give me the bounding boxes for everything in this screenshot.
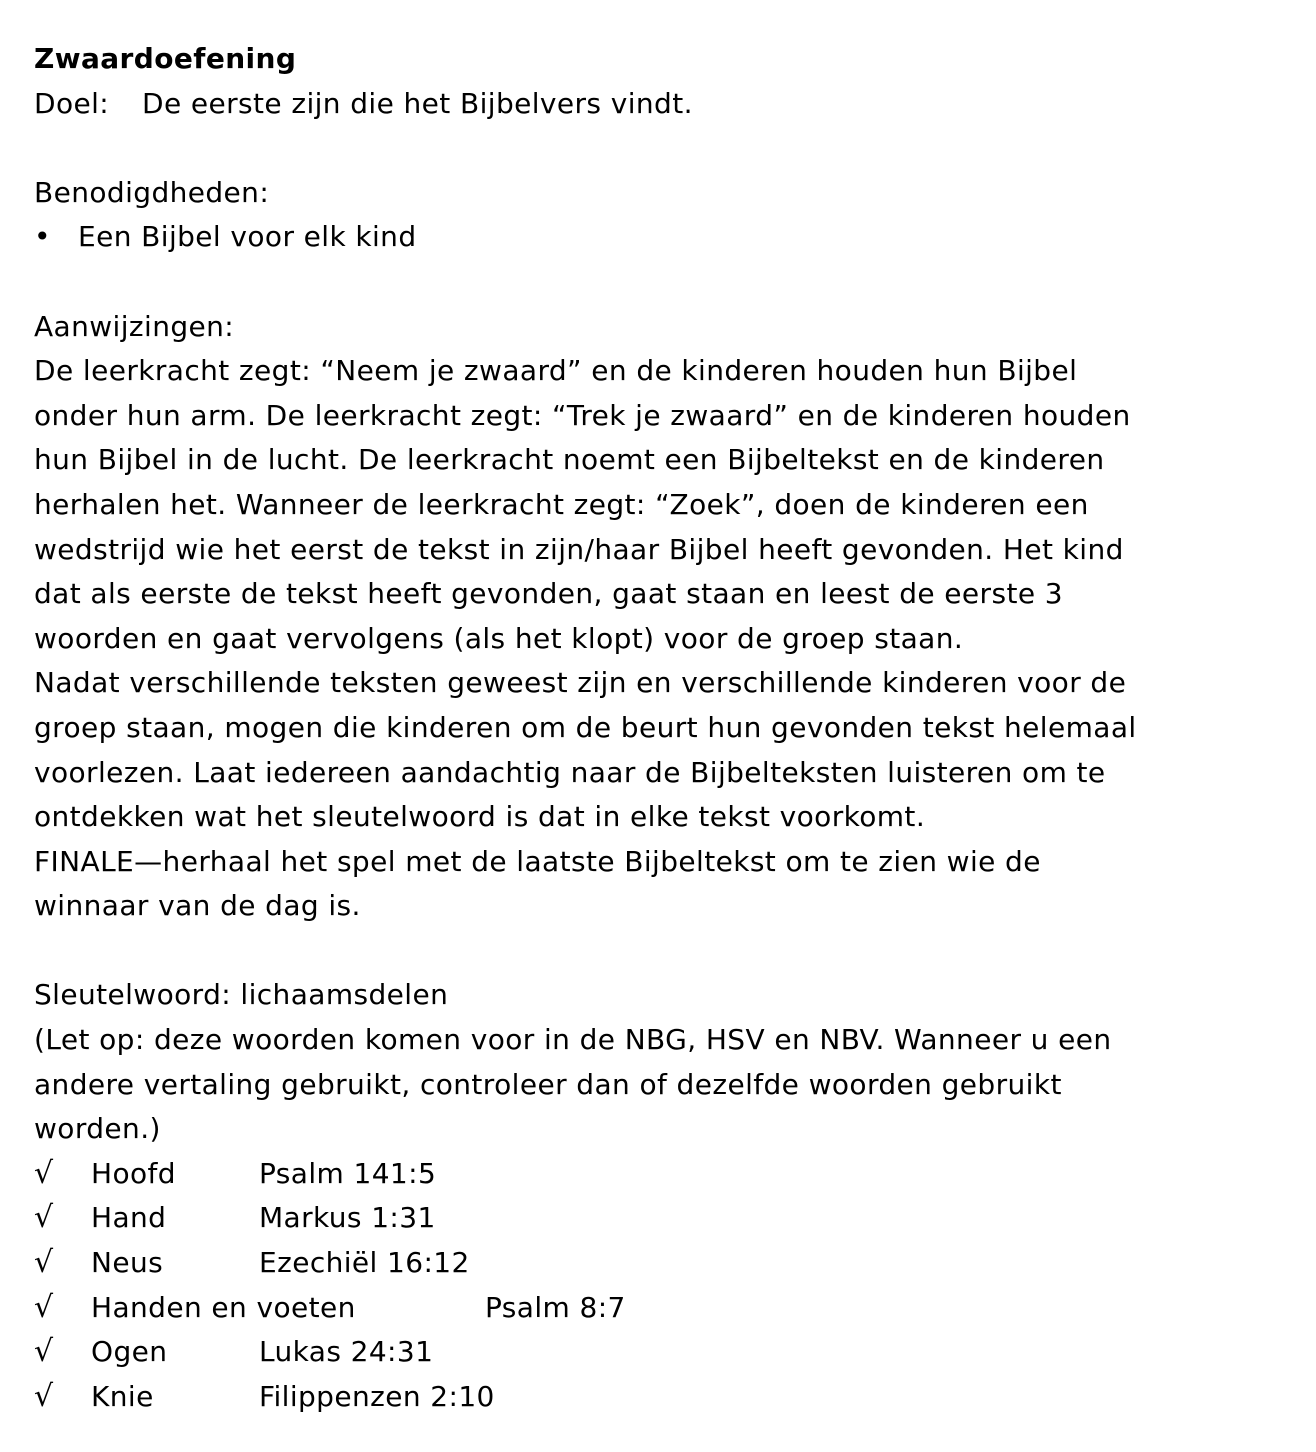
verse-word: Neus [91,1246,164,1280]
instructions-line: woorden en gaat vervolgens (als het klopt) voor de groep staan. [34,621,964,655]
verse-word: Handen en voeten [91,1290,356,1324]
instructions-line: dat als eerste de tekst heeft gevonden, gaat staan en leest de eerste 3 [34,577,1063,611]
check-icon: √ [34,1155,54,1191]
supply-item: Een Bijbel voor elk kind [78,220,417,254]
document [34,37,1284,1419]
verse-word: Hand [91,1201,167,1235]
list-item [34,215,1284,260]
supplies-heading: Benodigdheden: [34,175,270,209]
instructions-line: FINALE—herhaal het spel met de laatste Bijbeltekst om te zien wie de [34,844,1041,878]
bullet-icon: • [34,220,51,254]
verse-ref: Lukas 24:31 [259,1335,434,1369]
verse-row [34,1330,1284,1375]
keyword-note [34,1018,1284,1152]
goal-label: Doel: [34,86,110,120]
check-icon: √ [34,1289,54,1325]
instructions-line: wedstrijd wie het eerst de tekst in zijn/haar Bijbel heeft gevonden. Het kind [34,532,1124,566]
note-line: worden.) [34,1112,161,1146]
note-line: andere vertaling gebruikt, controleer dan of dezelfde woorden gebruikt [34,1067,1062,1101]
goal-text: De eerste zijn die het Bijbelvers vindt. [142,86,693,120]
verse-ref: Filippenzen 2:10 [259,1379,495,1413]
verse-list [34,1152,1284,1420]
keyword-line: Sleutelwoord: lichaamsdelen [34,978,449,1012]
instructions-line: voorlezen. Laat iedereen aandachtig naar de Bijbelteksten luisteren om te [34,755,1106,789]
goal-line [34,82,1284,127]
instructions-line: onder hun arm. De leerkracht zegt: “Trek je zwaard” en de kinderen houden [34,398,1131,432]
instructions-line: Nadat verschillende teksten geweest zijn en verschillende kinderen voor de [34,666,1127,700]
instructions-heading: Aanwijzingen: [34,309,235,343]
note-line: (Let op: deze woorden komen voor in de NBG, HSV en NBV. Wanneer u een [34,1023,1112,1057]
spacer [34,260,1284,305]
instructions-line: De leerkracht zegt: “Neem je zwaard” en de kinderen houden hun Bijbel [34,354,1078,388]
check-icon: √ [34,1378,54,1414]
verse-word: Hoofd [91,1156,176,1190]
instructions-line: ontdekken wat het sleutelwoord is dat in elke tekst voorkomt. [34,800,926,834]
check-icon: √ [34,1245,54,1281]
verse-ref: Psalm 8:7 [485,1290,626,1324]
instructions-line: hun Bijbel in de lucht. De leerkracht noemt een Bijbeltekst en de kinderen [34,443,1105,477]
instructions-line: winnaar van de dag is. [34,889,361,923]
check-icon: √ [34,1334,54,1370]
verse-row [34,1286,1284,1331]
instructions-line: herhalen het. Wanneer de leerkracht zegt: “Zoek”, doen de kinderen een [34,487,1089,521]
verse-row [34,1375,1284,1420]
instructions-body [34,349,1284,929]
verse-ref: Markus 1:31 [259,1201,436,1235]
verse-ref: Ezechiël 16:12 [259,1246,470,1280]
verse-word: Knie [91,1379,154,1413]
verse-row [34,1152,1284,1197]
instructions-line: groep staan, mogen die kinderen om de beurt hun gevonden tekst helemaal [34,710,1137,744]
verse-row [34,1241,1284,1286]
verse-word: Ogen [91,1335,168,1369]
check-icon: √ [34,1200,54,1236]
spacer [34,126,1284,171]
verse-ref: Psalm 141:5 [259,1156,437,1190]
spacer [34,929,1284,974]
verse-row [34,1196,1284,1241]
page-title: Zwaardoefening [34,42,297,75]
